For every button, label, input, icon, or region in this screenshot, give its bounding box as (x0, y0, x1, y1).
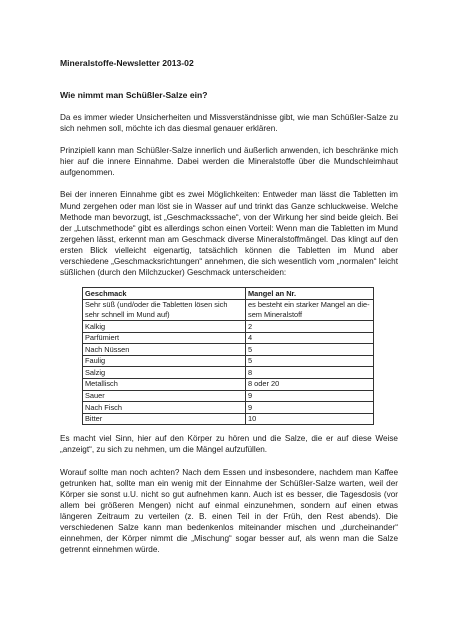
table-cell-number: 5 (246, 355, 374, 367)
table-row (83, 299, 374, 320)
table-cell-taste: Sehr süß (und/oder die Tabletten lösen sich sehr schnell im Mund auf) (83, 299, 246, 320)
paragraph-intro: Da es immer wieder Unsicherheiten und Missverständnisse gibt, wie man Schüßler-Salze zu sich nehmen soll, möchte ich das diesmal genauer erklären. (60, 113, 398, 134)
header-mangel: Mangel an Nr. (246, 288, 374, 300)
table-cell-taste: Kalkig (83, 321, 246, 333)
table-cell-taste: Faulig (83, 355, 246, 367)
paragraph-tips: Worauf sollte man noch achten? Nach dem Essen und insbesondere, nachdem man Kaffee getrunken hat, sollte man ein wenig mit der Einnahme der Schüßler-Salze warten, weil der Körper sie sonst u.U. nicht so gut aufnehmen kann. Auch ist es besser, die Tagesdosis (vor allem bei größeren Mengen) nicht auf einmal einzunehmen, sondern auf einen etwas längeren Zeitraum zu verteilen (z. B. einen Teil in der Früh, den Rest abends). Die verschiedenen Salze kann man bedenkenlos miteinander mischen und „durcheinander“ einnehmen, der Körper nimmt die „Mischung“ sogar besser auf, als wenn man die Salze getrennt einnehmen würde. (60, 467, 398, 555)
taste-table (82, 287, 374, 425)
table-cell-taste: Nach Fisch (83, 402, 246, 414)
table-cell-number: 9 (246, 390, 374, 402)
table-row (83, 332, 374, 344)
table-row (83, 390, 374, 402)
table-row (83, 402, 374, 414)
table-cell-number: 10 (246, 413, 374, 425)
table-cell-taste: Parfümiert (83, 332, 246, 344)
newsletter-title: Mineralstoffe-Newsletter 2013-02 (60, 58, 194, 68)
table-cell-number: 5 (246, 344, 374, 356)
table-cell-taste: Bitter (83, 413, 246, 425)
table-cell-taste: Nach Nüssen (83, 344, 246, 356)
table-row (83, 378, 374, 390)
table-cell-taste: Metallisch (83, 378, 246, 390)
table-row (83, 321, 374, 333)
table-cell-taste: Salzig (83, 367, 246, 379)
table-row (83, 367, 374, 379)
document-content (60, 58, 398, 555)
table-cell-number: 8 (246, 367, 374, 379)
table-cell-number: 2 (246, 321, 374, 333)
paragraph-application: Prinzipiell kann man Schüßler-Salze innerlich und äußerlich anwenden, ich beschränke mich hier auf die innere Einnahme. Dabei werden die Mineralstoffe über die Mundschleimhaut aufgenommen. (60, 146, 398, 178)
paragraph-methods: Bei der inneren Einnahme gibt es zwei Möglichkeiten: Entweder man lässt die Tabletten im Mund zergehen oder man löst sie in Wasser auf und trinkt das Ganze schluckweise. Welche Methode man bevorzugt, ist „Geschmackssache“, von der Wirkung her sind beide gleich. Bei der „Lutschmethode“ gibt es allerdings schon einen Vorteil: Wenn man die Tabletten im Mund zergehen lässt, erkennt man am Geschmack diverse Mineralstoffmängel. Das klingt auf den ersten Blick vielleicht eigenartig, tatsächlich können die Tabletten im Mund aber verschiedene „Geschmacksrichtungen“ annehmen, die sich wesentlich vom „normalen“ leicht süßlichen (durch den Milchzucker) Geschmack unterscheiden: (60, 190, 398, 278)
table-cell-taste: Sauer (83, 390, 246, 402)
table-cell-number: 4 (246, 332, 374, 344)
table-header-row (83, 288, 374, 300)
table-row (83, 413, 374, 425)
header-geschmack: Geschmack (83, 288, 246, 300)
table-row (83, 355, 374, 367)
paragraph-listen-body: Es macht viel Sinn, hier auf den Körper zu hören und die Salze, die er auf diese Weise „anzeigt“, zu sich zu nehmen, um die Mängel aufzufüllen. (60, 434, 398, 455)
table-cell-number: es besteht ein starker Mangel an die-sem Mineralstoff (246, 299, 374, 320)
table-row (83, 344, 374, 356)
table-cell-number: 9 (246, 402, 374, 414)
section-heading: Wie nimmt man Schüßler-Salze ein? (60, 90, 208, 100)
table-cell-number: 8 oder 20 (246, 378, 374, 390)
